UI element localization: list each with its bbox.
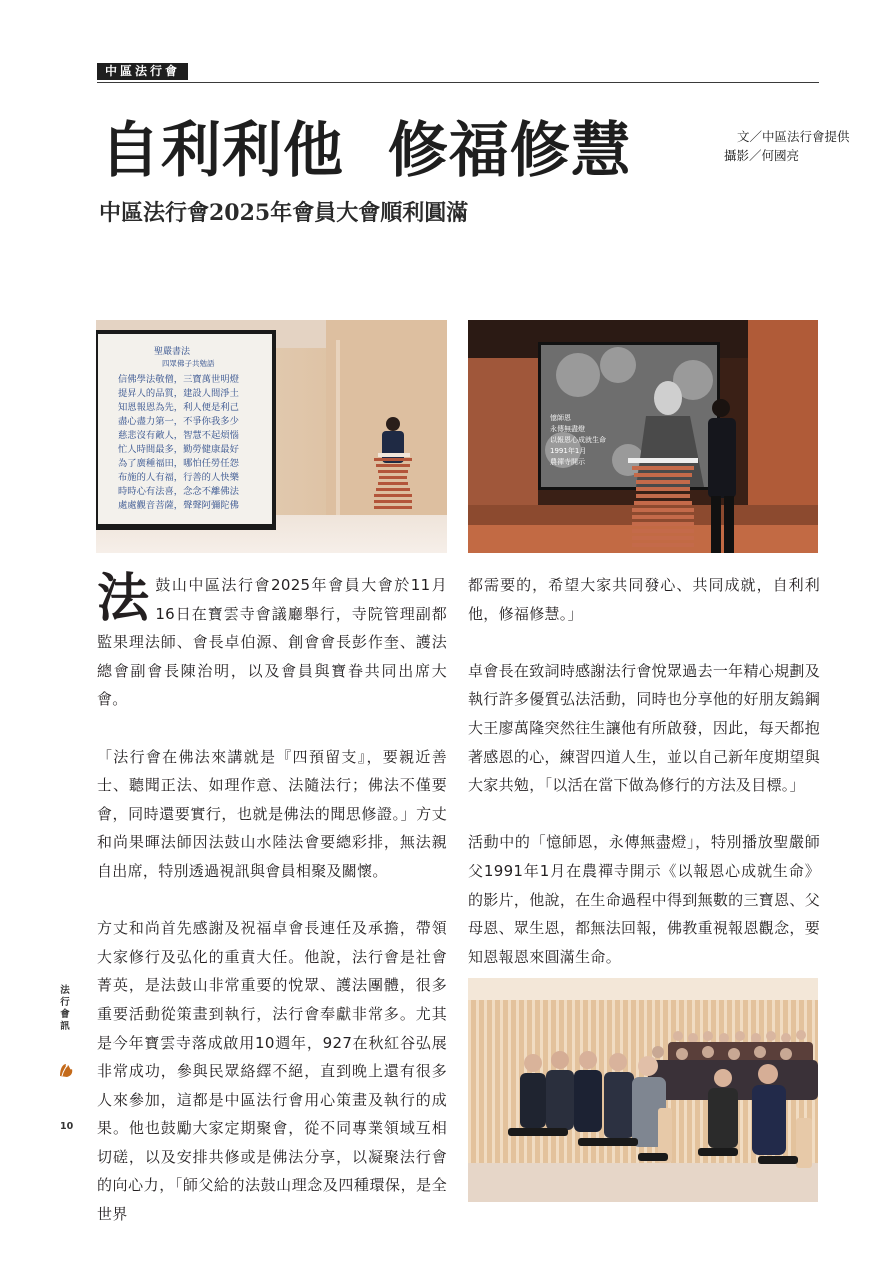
section-label: 中區法行會 [97,63,188,80]
header-rule [97,82,819,83]
article-subtitle: 中區法行會2025年會員大會順利圓滿 [99,200,469,226]
magazine-logo-icon [58,1062,74,1082]
slide-line: 處處觀音菩薩，聲聲阿彌陀佛 [118,500,239,511]
slide-subheader: 四眾佛子共勉語 [162,359,215,368]
photo-screen-speaker [468,320,818,553]
slide-line: 提昇人的品質，建設人間淨土 [118,388,239,399]
body-column-right [468,571,820,1000]
slide-line: 知恩報恩為先，利人便是利己 [118,402,239,413]
screen-line: 1991年1月 [550,447,587,455]
slide-line: 布施的人有福，行善的人快樂 [118,472,239,483]
slide-line: 慈悲沒有敵人，智慧不起煩惱 [118,430,239,441]
photo-screen-speaker-image [468,320,818,553]
slide-line: 盡心盡力第一，不爭你我多少 [118,416,239,427]
article-credits [724,127,850,165]
drop-cap: 法 [97,568,150,629]
paragraph-6: 活動中的「憶師恩，永傳無盡燈」，特別播放聖嚴師父1991年1月在農禪寺開示《以報恩心成就生命》的影片，他說，在生命過程中得到無數的三寶恩、父母恩、眾生恩，都無法回報，佛教重視報恩觀念，要知恩報恩來圓滿生命。 [468,833,820,966]
screen-line: 農禪寺開示 [550,458,585,466]
paragraph-3: 方丈和尚首先感謝及祝福卓會長連任及承擔，帶領大家修行及弘化的重責大任。他說，法行會是社會菁英，是法鼓山非常重要的悅眾、護法團體，很多重要活動從策畫到執行，法行會奉獻非常多。尤其是今年寶雲寺落成啟用10週年，927在秋紅谷弘展非常成功，參與民眾絡繹不絕，直到晚上還有很多人來參加，這都是中區法行會用心策畫及執行的成果。他也鼓勵大家定期聚會，從不同專業領域互相切磋，以及安排共修或是佛法分享，以凝聚法行會的向心力，「師父給的法鼓山理念及四種環保，是全世界 [97,919,447,1224]
screen-line: 以報恩心成就生命 [550,436,606,444]
slide-line: 忙人時間最多，勤勞健康最好 [118,444,239,455]
credit-text: 文／中區法行會提供 [737,129,850,144]
paragraph-2: 「法行會在佛法來講就是『四預留支』，要親近善士、聽聞正法、如理作意、法隨法行；佛法不僅要會，同時還要實行，也就是佛法的聞思修證。」方丈和尚果暉法師因法鼓山水陸法會要總彩排，無法親自出席，特別透過視訊與會員相聚及關懷。 [97,747,447,880]
screen-line: 憶師恩 [550,414,571,422]
photo-audience [468,978,818,1202]
slide-line: 為了廣種福田，哪怕任勞任怨 [118,458,239,469]
paragraph-4: 都需要的，希望大家共同發心、共同成就，自利利他，修福修慧。」 [468,576,820,623]
paragraph-1 [97,568,447,714]
slide-header: 聖嚴書法 [154,347,191,357]
body-column-left [97,568,447,1257]
slide-line: 時時心有法喜，念念不離佛法 [118,486,239,497]
photo-audience-image [468,978,818,1202]
magazine-name: 法行會訊 [60,985,70,1032]
photo-slide-speaker [96,320,447,553]
paragraph-5: 卓會長在致詞時感謝法行會悅眾過去一年精心規劃及執行許多優質弘法活動，同時也分享他的好朋友鎢鋼大王廖萬隆突然往生讓他有所啟發，因此，每天都抱著感恩的心，練習四道人生，並以自己新年度期望與大家共勉，「以活在當下做為修行的方法及目標。」 [468,661,820,795]
page-number: 10 [60,1121,74,1132]
credit-photo: 攝影／何國亮 [724,148,800,163]
screen-line: 永傳無盡燈 [550,425,585,433]
photo-slide-speaker-image [96,320,447,553]
article-title: 自利利他 修福修慧 [100,116,632,186]
paragraph-1-text: 鼓山中區法行會2025年會員大會於11月16日在寶雲寺會議廳舉行，寺院管理副都監果理法師、會長卓伯源、創會會長彭作奎、護法總會副會長陳治明，以及會員與寶眷共同出席大會。 [97,576,447,709]
slide-line: 信佛學法敬僧，三寶萬世明燈 [118,374,239,385]
